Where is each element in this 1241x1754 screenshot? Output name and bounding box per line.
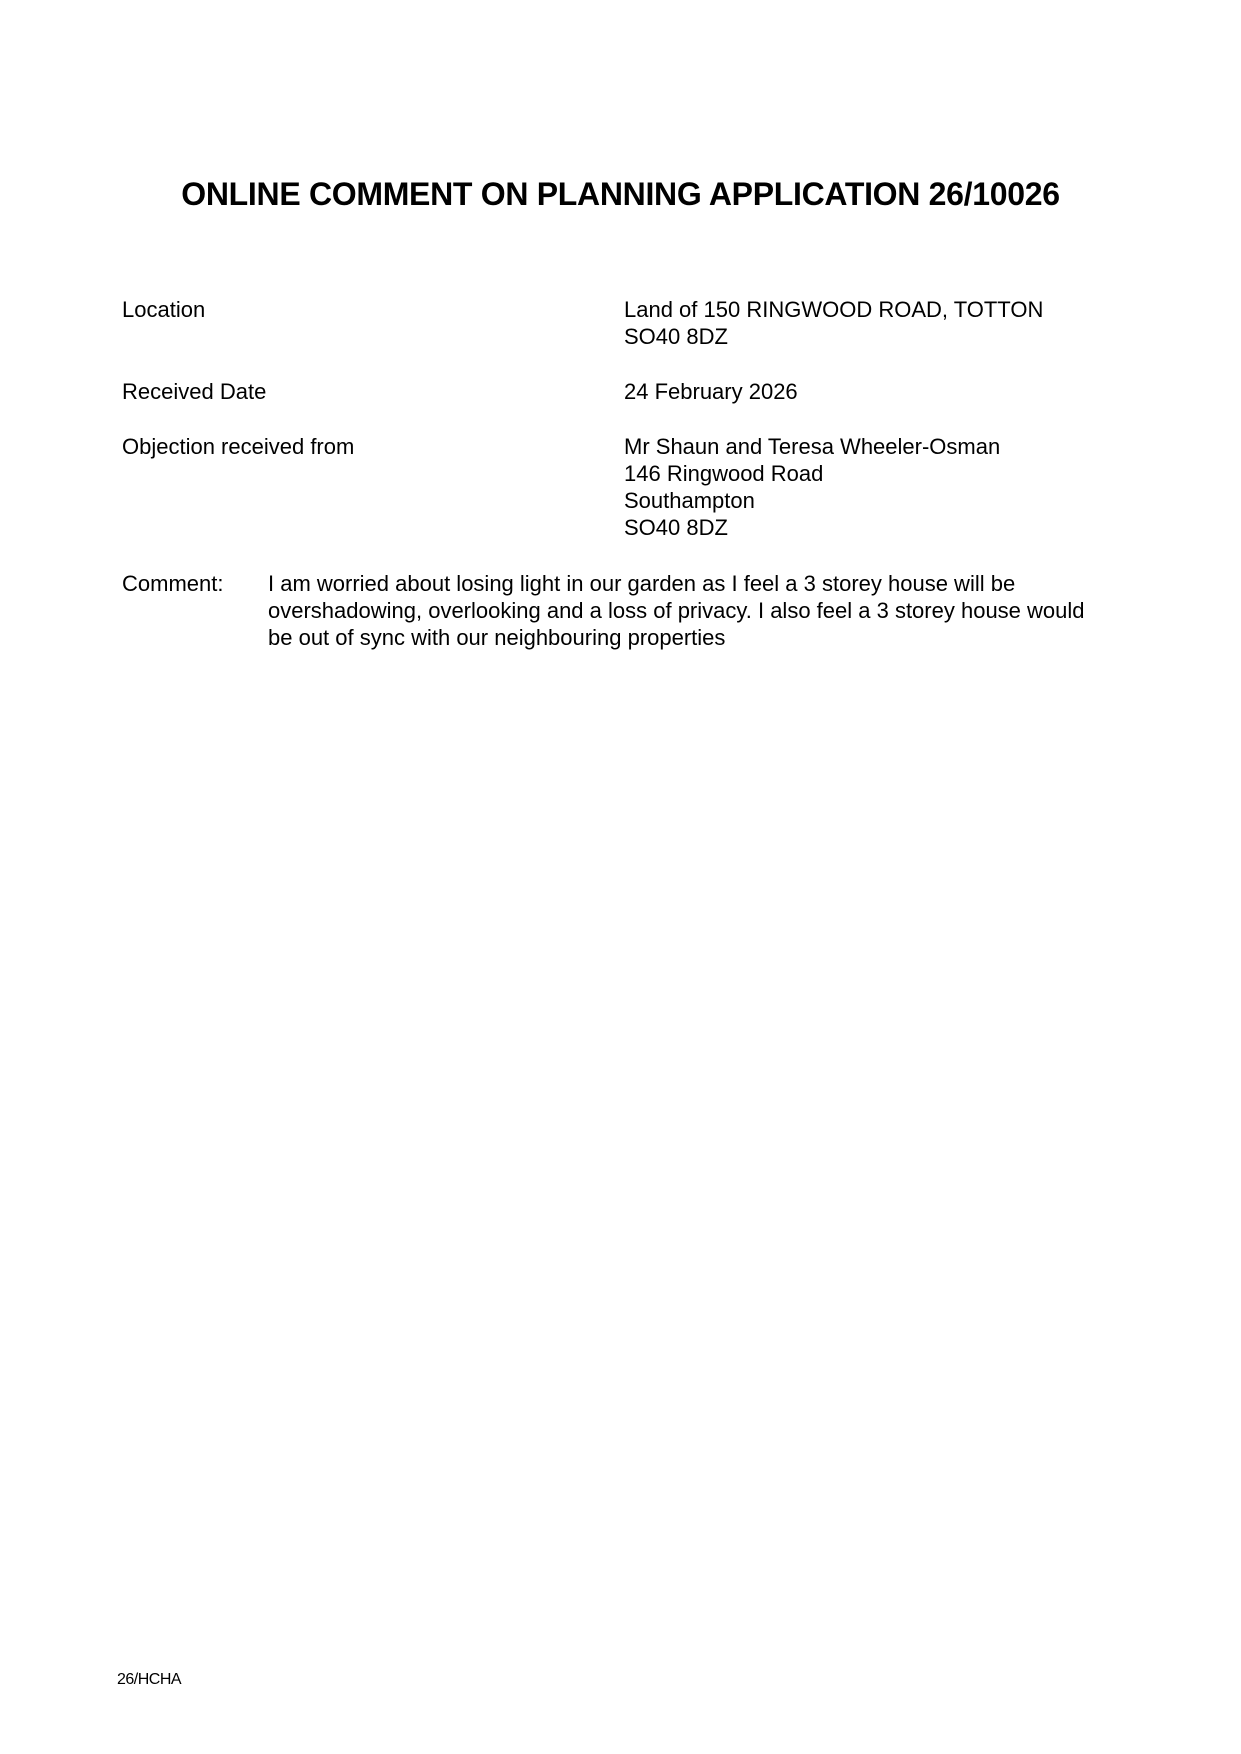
- location-value: [624, 296, 1124, 350]
- comment-text: [268, 570, 1241, 651]
- objector-address-line: Southampton: [624, 488, 755, 513]
- objector-postcode: SO40 8DZ: [624, 515, 728, 540]
- received-date-value: [624, 378, 1124, 405]
- location-line: Land of 150 RINGWOOD ROAD, TOTTON: [624, 297, 1044, 322]
- comment-line: overshadowing, overlooking and a loss of privacy. I also feel a 3 storey house would: [268, 598, 1085, 623]
- location-line: SO40 8DZ: [624, 324, 728, 349]
- comment-line: be out of sync with our neighbouring properties: [268, 625, 726, 650]
- objection-label: Objection received from: [122, 434, 355, 459]
- received-date-label: Received Date: [122, 379, 267, 404]
- location-label: Location: [122, 297, 206, 322]
- page-title: ONLINE COMMENT ON PLANNING APPLICATION 26/10026: [181, 176, 1060, 212]
- comment-line: I am worried about losing light in our garden as I feel a 3 storey house will be: [268, 571, 1016, 596]
- objector-address-line: 146 Ringwood Road: [624, 461, 824, 486]
- objection-value: [624, 433, 1124, 541]
- received-date-text: 24 February 2026: [624, 379, 798, 404]
- footer-reference: 26/HCHA: [117, 1671, 182, 1688]
- comment-label: Comment:: [122, 571, 224, 596]
- objector-name: Mr Shaun and Teresa Wheeler-Osman: [624, 434, 1001, 459]
